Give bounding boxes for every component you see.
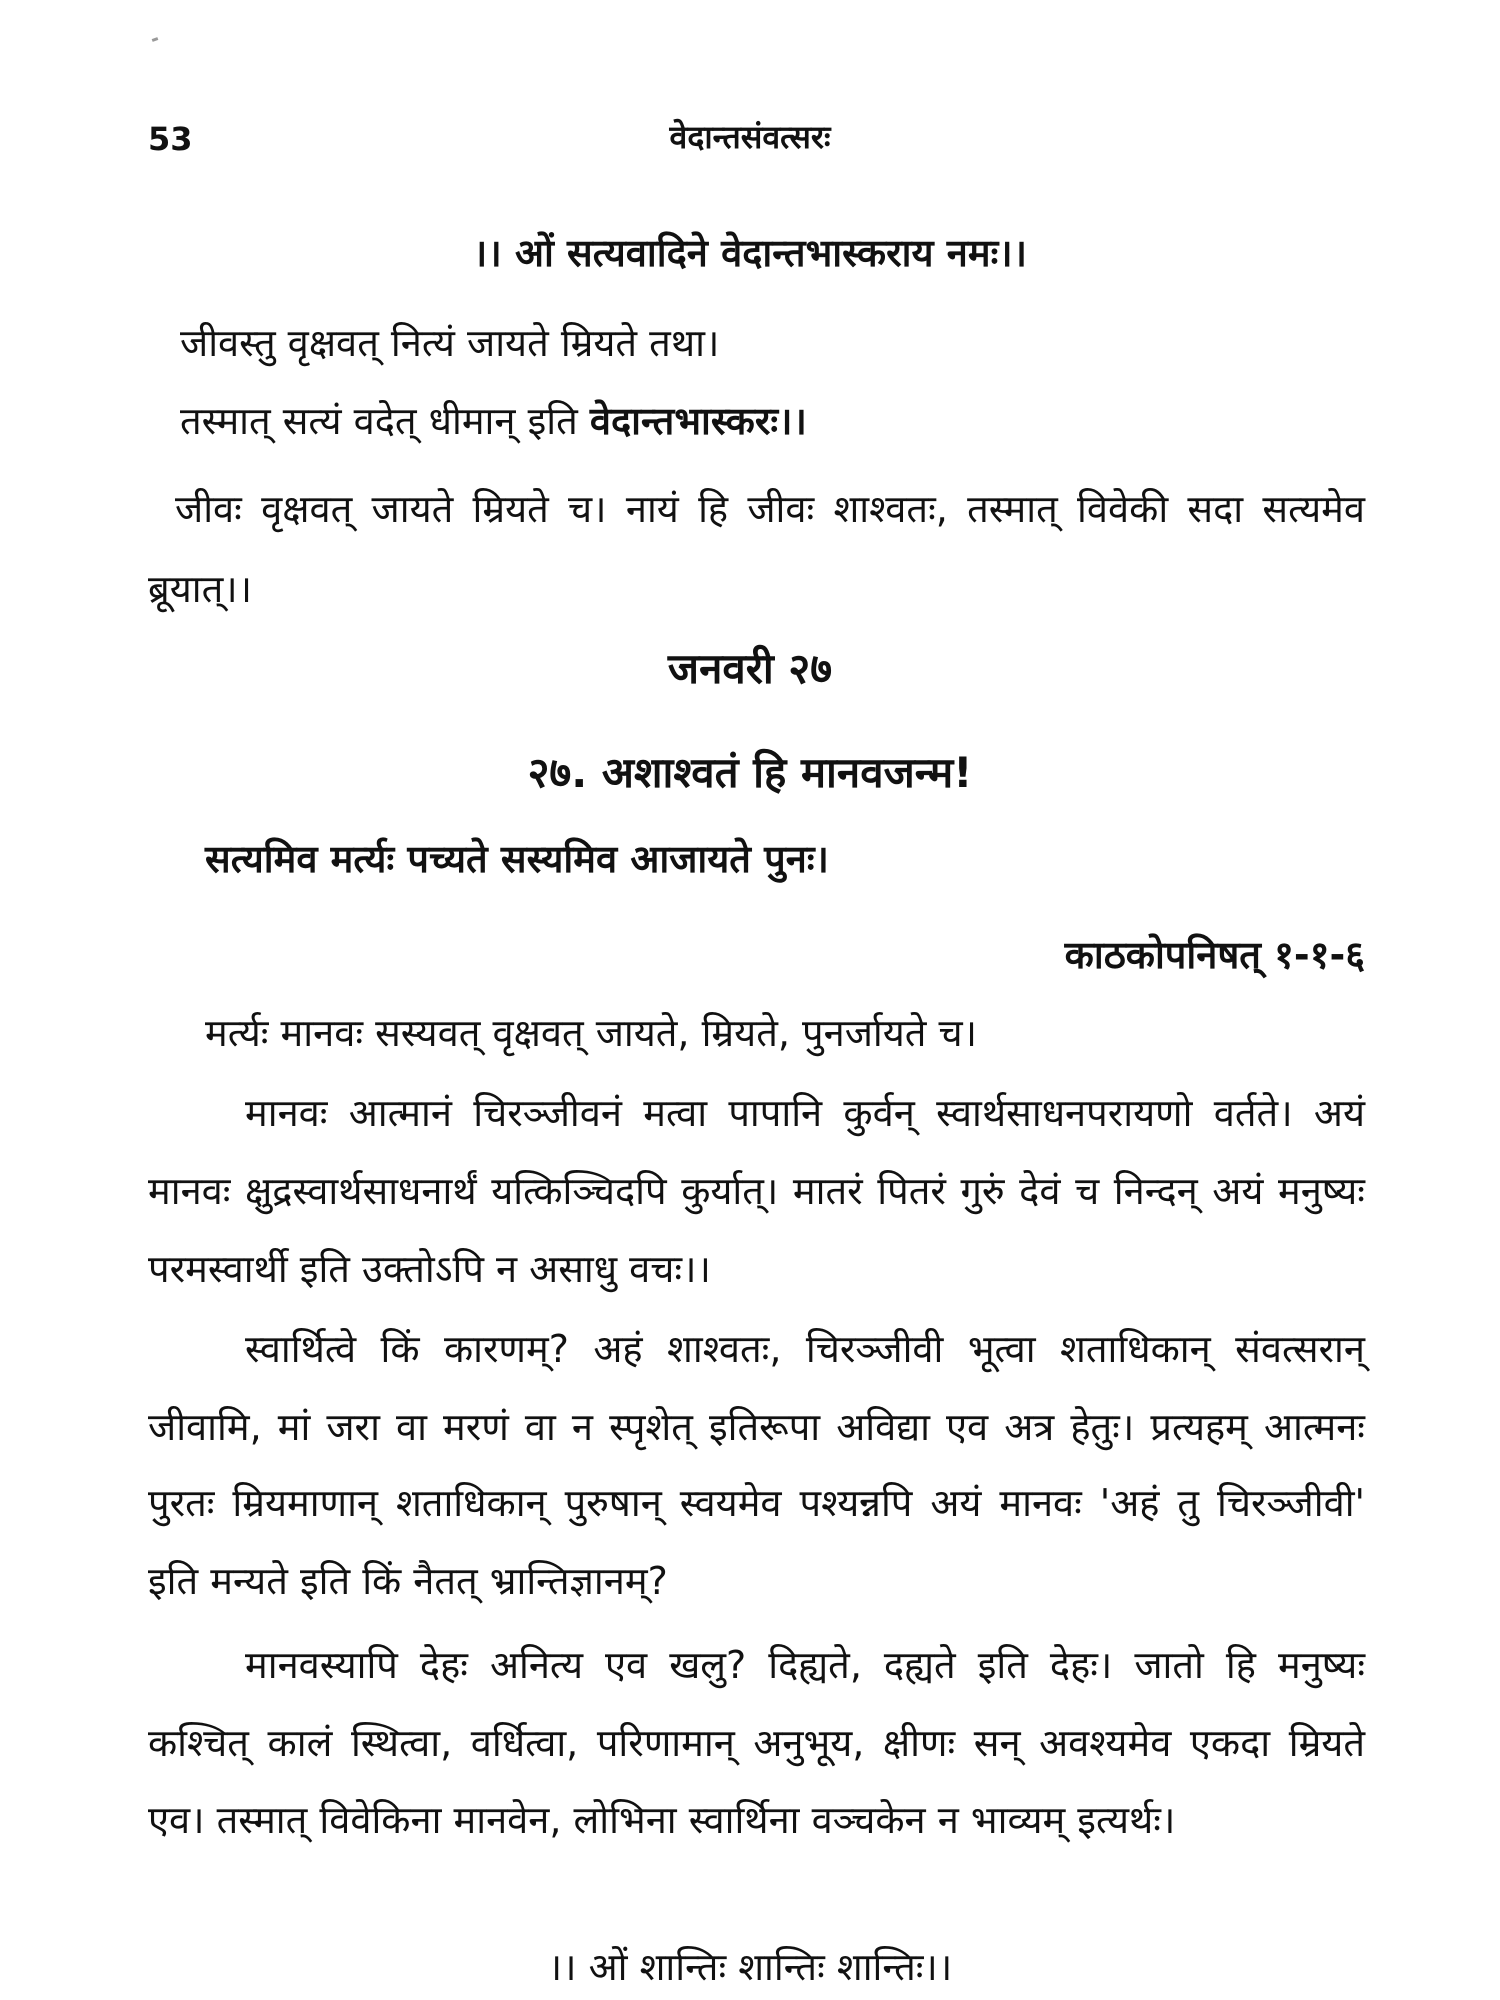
verse-attribution: वेदान्तभास्करः।। bbox=[589, 399, 807, 443]
page-number: 53 bbox=[148, 120, 193, 158]
verse-line-2 bbox=[180, 396, 1397, 446]
quote-source: काठकोपनिषत् १-१-६ bbox=[1064, 933, 1365, 977]
running-title: वेदान्तसंवत्सरः bbox=[669, 118, 831, 156]
paragraph-line: मानवः क्षुद्रस्वार्थसाधनार्थं यत्किञ्चिदपि कुर्यात्। मातरं पितरं गुरुं देवं च निन्दन् अयं मनुष्यः bbox=[148, 1169, 1365, 1213]
paragraph-line: जीवामि, मां जरा वा मरणं वा न स्पृशेत् इतिरूपा अविद्या एव अत्र हेतुः। प्रत्यहम् आत्मनः bbox=[148, 1405, 1365, 1449]
chapter-title: २७. अशाश्वतं हि मानवजन्म! bbox=[527, 748, 973, 797]
paragraph-line: परमस्वार्थी इति उक्तोऽपि न असाधु वचः।। bbox=[148, 1247, 711, 1291]
paragraph-line: स्वार्थित्वे किं कारणम्? अहं शाश्वतः, चिरञ्जीवी भूत्वा शताधिकान् संवत्सरान् bbox=[245, 1327, 1365, 1371]
paragraph-line: एव। तस्मात् विवेकिना मानवेन, लोभिना स्वार्थिना वञ्चकेन न भाव्यम् इत्यर्थः। bbox=[148, 1798, 1176, 1842]
paragraph-line: मानवस्यापि देहः अनित्य एव खलु? दिह्यते, दह्यते इति देहः। जातो हि मनुष्यः bbox=[245, 1643, 1365, 1687]
paragraph-line: कश्चित् कालं स्थित्वा, वर्धित्वा, परिणामान् अनुभूय, क्षीणः सन् अवश्यमेव एकदा म्रियते bbox=[148, 1721, 1365, 1765]
verse-line-1: जीवस्तु वृक्षवत् नित्यं जायते म्रियते तथा। bbox=[180, 321, 720, 365]
paragraph-line: मर्त्यः मानवः सस्यवत् वृक्षवत् जायते, म्रियते, पुनर्जायते च। bbox=[205, 1011, 978, 1055]
closing-invocation: ।। ओं शान्तिः शान्तिः शान्तिः।। bbox=[547, 1945, 953, 1989]
paragraph-line: मानवः आत्मानं चिरञ्जीवनं मत्वा पापानि कुर्वन् स्वार्थसाधनपरायणो वर्तते। अयं bbox=[245, 1091, 1365, 1135]
scan-speck bbox=[152, 37, 159, 42]
verse-gloss-line: ब्रूयात्।। bbox=[148, 567, 253, 611]
paragraph-line: पुरतः म्रियमाणान् शताधिकान् पुरुषान् स्वयमेव पश्यन्नपि अयं मानवः 'अहं तु चिरञ्जीवी' bbox=[148, 1481, 1365, 1525]
verse-gloss-line: जीवः वृक्षवत् जायते म्रियते च। नायं हि जीवः शाश्वतः, तस्मात् विवेकी सदा सत्यमेव bbox=[175, 487, 1365, 531]
quote: सत्यमिव मर्त्यः पच्यते सस्यमिव आजायते पुनः। bbox=[205, 837, 829, 881]
paragraph-line: इति मन्यते इति किं नैतत् भ्रान्तिज्ञानम्? bbox=[148, 1559, 668, 1603]
invocation: ।। ओं सत्यवादिने वेदान्तभास्कराय नमः।। bbox=[472, 231, 1028, 275]
date-heading: जनवरी २७ bbox=[667, 644, 833, 693]
verse-line-2-text: तस्मात् सत्यं वदेत् धीमान् इति bbox=[180, 399, 590, 443]
